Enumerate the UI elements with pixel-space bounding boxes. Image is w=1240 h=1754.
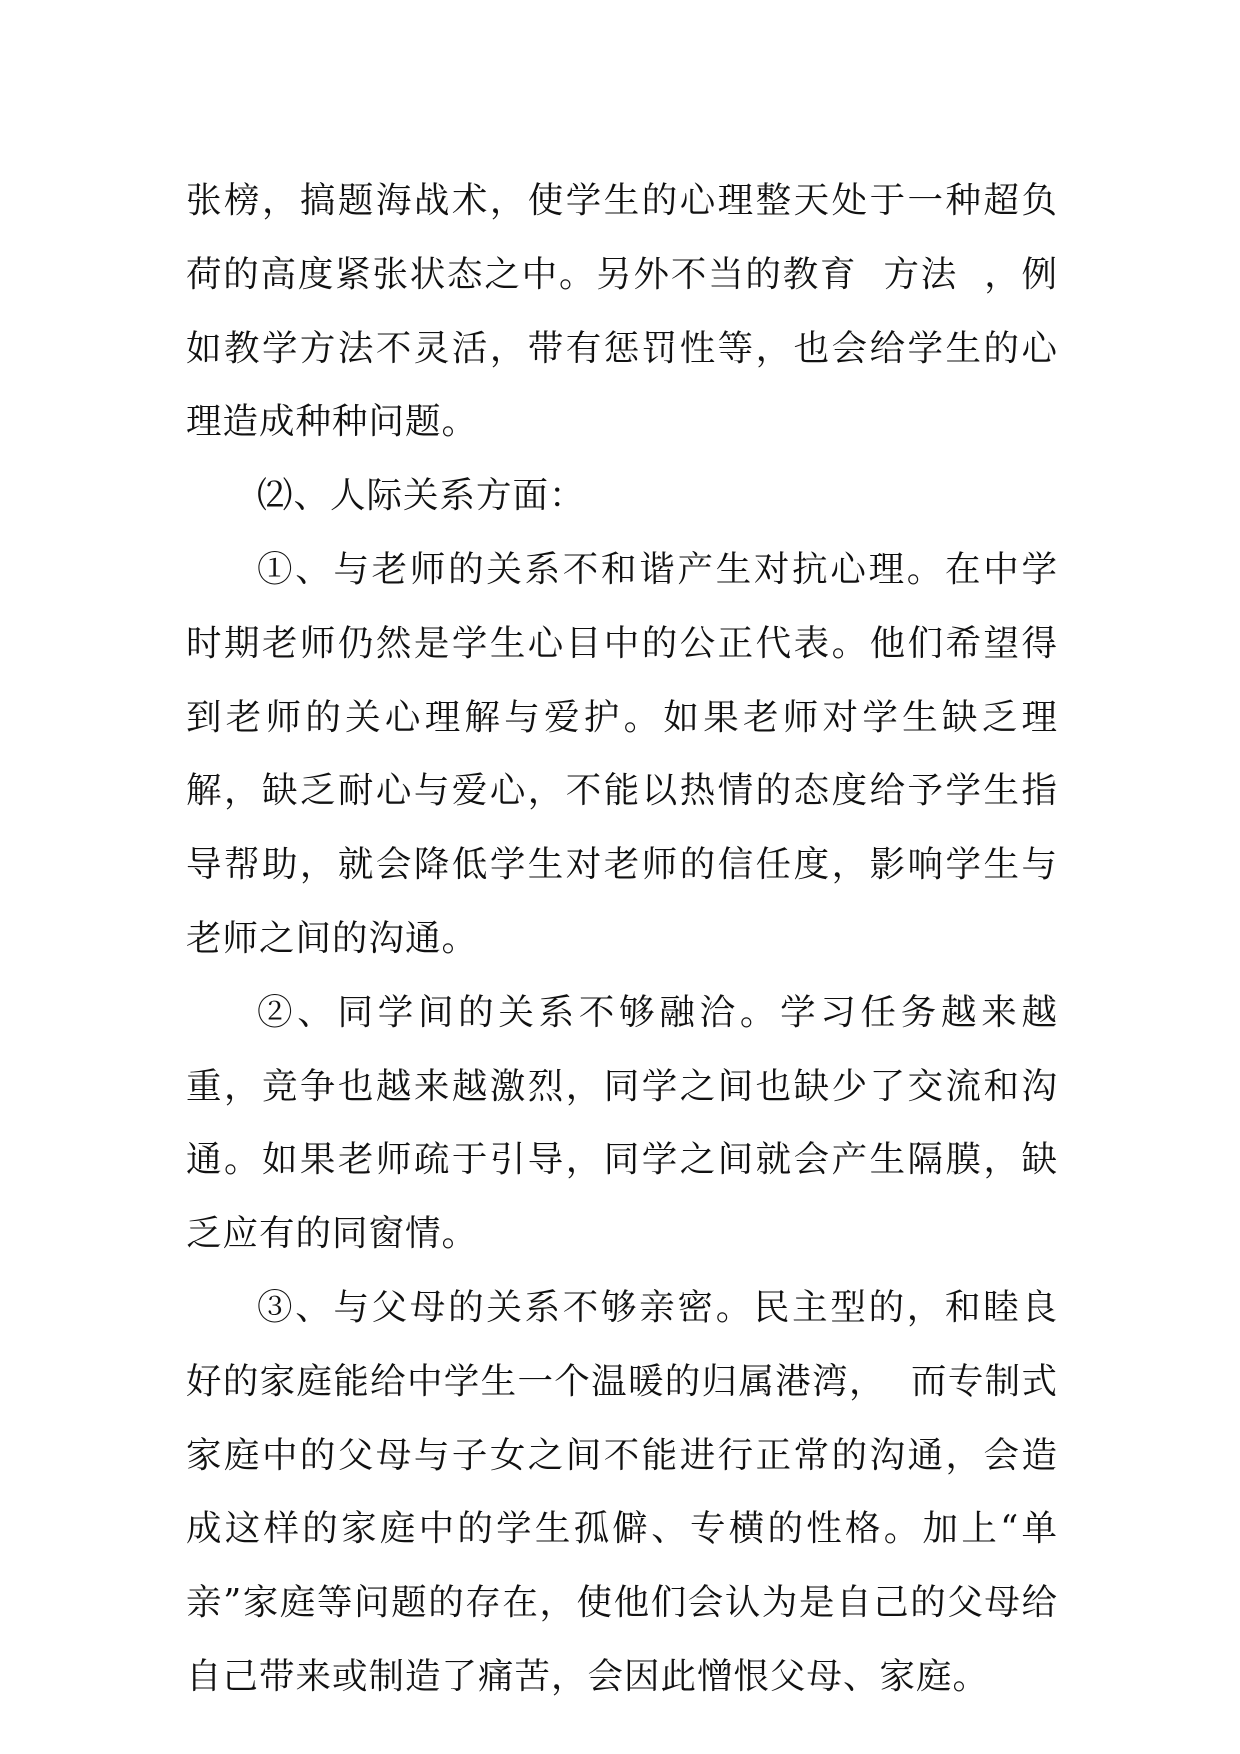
document-body	[186, 164, 1058, 1714]
section-heading-interpersonal: ⑵、人际关系方面：	[257, 475, 586, 517]
paragraph-teacher-relation: ①、与老师的关系不和谐产生对抗心理。在中学时期老师仍然是学生心目中的公正代表。他们希望得到老师的关心理解与爱护。如果老师对学生缺乏理解，缺乏耐心与爱心，不能以热情的态度给予学生指导帮助，就会降低学生对老师的信任度，影响学生与老师之间的沟通。	[186, 548, 1058, 959]
paragraph-parent-relation: ③、与父母的关系不够亲密。民主型的，和睦良好的家庭能给中学生一个温暖的归属港湾， 而专制式家庭中的父母与子女之间不能进行正常的沟通，会造成这样的家庭中的学生孤僻、专横的性格。加上“单亲”家庭等问题的存在，使他们会认为是自己的父母给自己带来或制造了痛苦，会因此憎恨父母、家庭。	[186, 1286, 1058, 1697]
paragraph-continued: 张榜，搞题海战术，使学生的心理整天处于一种超负荷的高度紧张状态之中。另外不当的教育 方法 ，例如教学方法不灵活，带有惩罚性等，也会给学生的心理造成种种问题。	[186, 180, 1058, 443]
paragraph-classmate-relation: ②、同学间的关系不够融洽。学习任务越来越重，竞争也越来越激烈，同学之间也缺少了交流和沟通。如果老师疏于引导，同学之间就会产生隔膜，缺乏应有的同窗情。	[186, 991, 1058, 1255]
